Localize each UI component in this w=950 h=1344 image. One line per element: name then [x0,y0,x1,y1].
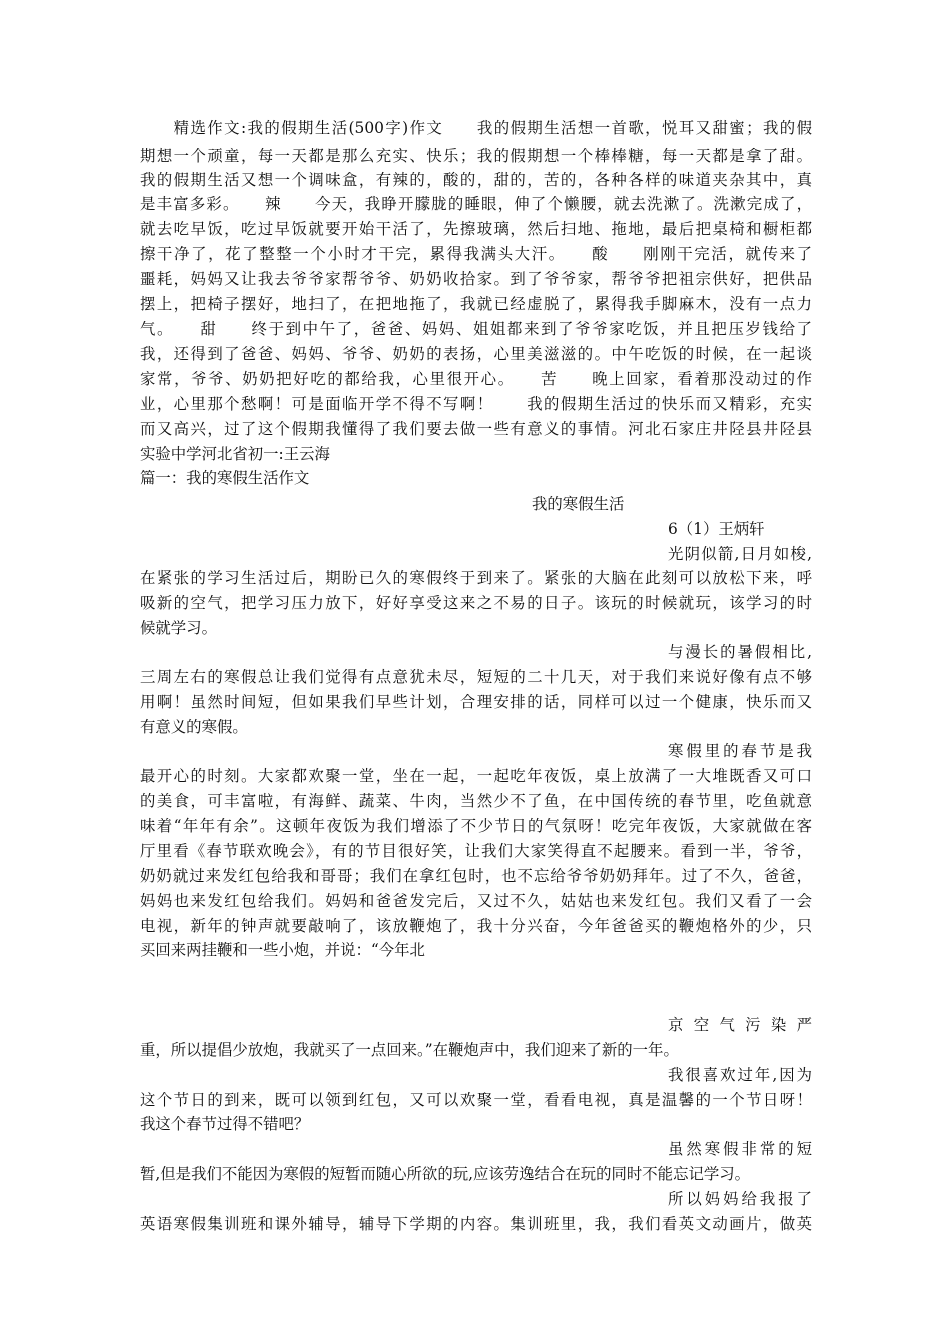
paragraph-first-line: 寒假里的春节是我 [668,742,812,760]
paragraph-line: 暂,但是我们不能因为寒假的短暂而随心所欲的玩,应该劳逸结合在玩的同时不能忘记学习。 [140,1165,751,1183]
essay-line: 业，心里那个愁啊！可是面临开学不得不写啊！ 我的假期生活过的快乐而又精彩，充实 [140,395,812,413]
essay-line: 我，还得到了爸爸、妈妈、爷爷、奶奶的表扬，心里美滋滋的。中午吃饭的时候，在一起谈 [140,345,812,363]
paragraph-line: 厅里看《春节联欢晚会》，有的节目很好笑，让我们大家笑得直不起腰来。看到一半，爷爷， [140,842,812,860]
paragraph-line: 电视，新年的钟声就要敲响了，该放鞭炮了，我十分兴奋，今年爸爸买的鞭炮格外的少，只 [140,917,812,935]
essay-line: 家常，爷爷、奶奶把好吃的都给我，心里很开心。 苦 晚上回家，看着那没动过的作 [140,370,812,388]
essay-line: 摆上，把椅子摆好，地扫了，在把地拖了，我就已经虚脱了，累得我手脚麻木，没有一点力 [140,295,812,313]
paragraph-line: 这个节日的到来，既可以领到红包，又可以欢聚一堂，看看电视，真是温馨的一个节日呀！ [140,1091,812,1109]
paragraph-first-line: 我很喜欢过年,因为 [668,1066,812,1084]
paragraph-line: 买回来两挂鞭和一些小炮，并说：“今年北 [140,941,425,959]
paragraph-line: 我这个春节过得不错吧？ [140,1115,310,1133]
paragraph-line: 在紧张的学习生活过后，期盼已久的寒假终于到来了。紧张的大脑在此刻可以放松下来，呼 [140,569,812,587]
paragraph-line: 重，所以提倡少放炮，我就买了一点回来。”在鞭炮声中，我们迎来了新的一年。 [140,1041,679,1059]
paragraph-first-line: 虽然寒假非常的短 [668,1140,812,1158]
essay-line: 是丰富多彩。 辣 今天，我睁开朦胧的睡眼，伸了个懒腰，就去洗漱了。洗漱完成了， [140,195,812,213]
essay-line: 而又高兴，过了这个假期我懂得了我们要去做一些有意义的事情。河北石家庄井陉县井陉县 [140,420,812,438]
paragraph-line: 有意义的寒假。 [140,718,248,736]
article-title: 我的寒假生活 [532,495,625,513]
essay-line: 实验中学河北省初一:王云海 [140,445,330,463]
article-author: 6（1）王炳轩 [668,520,765,538]
essay-line: 气。 甜 终于到中午了，爸爸、妈妈、姐姐都来到了爷爷家吃饭，并且把压岁钱给了 [140,320,812,338]
essay-line: 擦干净了，花了整整一个小时才干完，累得我满头大汗。 酸 刚刚干完活，就传来了 [140,245,812,263]
paragraph-line: 妈妈也来发红包给我们。妈妈和爸爸发完后，又过不久，姑姑也来发红包。我们又看了一会 [140,892,812,910]
paragraph-first-line: 京空气污染严 [668,1016,812,1034]
paragraph-line: 候就学习。 [140,619,217,637]
paragraph-first-line: 所以妈妈给我报了 [668,1190,812,1208]
essay-line: 我的假期生活又想一个调味盒，有辣的，酸的，甜的，苦的，各种各样的味道夹杂其中，真 [140,171,812,189]
paragraph-line: 奶奶就过来发红包给我和哥哥；我们在拿红包时，也不忘给爷爷奶奶拜年。过了不久，爸爸， [140,867,812,885]
paragraph-line: 的美食，可丰富啦，有海鲜、蔬菜、牛肉，当然少不了鱼，在中国传统的春节里，吃鱼就意 [140,792,812,810]
paragraph-line: 味着“年年有余”。这顿年夜饭为我们增添了不少节日的气氛呀！吃完年夜饭，大家就做在客 [140,817,812,835]
paragraph-line: 三周左右的寒假总让我们觉得有点意犹未尽，短短的二十几天，对于我们来说好像有点不够 [140,668,812,686]
paragraph-line: 用啊！虽然时间短，但如果我们早些计划，合理安排的话，同样可以过一个健康，快乐而又 [140,693,812,711]
section-heading: 篇一：我的寒假生活作文 [140,469,310,487]
paragraph-first-line: 光阴似箭,日月如梭, [668,545,812,563]
essay-line: 期想一个顽童，每一天都是那么充实、快乐；我的假期想一个棒棒糖，每一天都是拿了甜。 [140,147,812,165]
paragraph-line: 英语寒假集训班和课外辅导，辅导下学期的内容。集训班里，我，我们看英文动画片，做英 [140,1215,812,1233]
essay-line: 精选作文:我的假期生活(500字)作文 我的假期生活想一首歌，悦耳又甜蜜；我的假 [140,119,812,137]
paragraph-line: 最开心的时刻。大家都欢聚一堂，坐在一起，一起吃年夜饭，桌上放满了一大堆既香又可口 [140,767,812,785]
essay-line: 噩耗，妈妈又让我去爷爷家帮爷爷、奶奶收拾家。到了爷爷家，帮爷爷把祖宗供好，把供品 [140,270,812,288]
paragraph-line: 吸新的空气，把学习压力放下，好好享受这来之不易的日子。该玩的时候就玩，该学习的时 [140,594,812,612]
paragraph-first-line: 与漫长的暑假相比, [668,643,812,661]
essay-line: 就去吃早饭，吃过早饭就要开始干活了，先擦玻璃，然后扫地、拖地，最后把桌椅和橱柜都 [140,220,812,238]
